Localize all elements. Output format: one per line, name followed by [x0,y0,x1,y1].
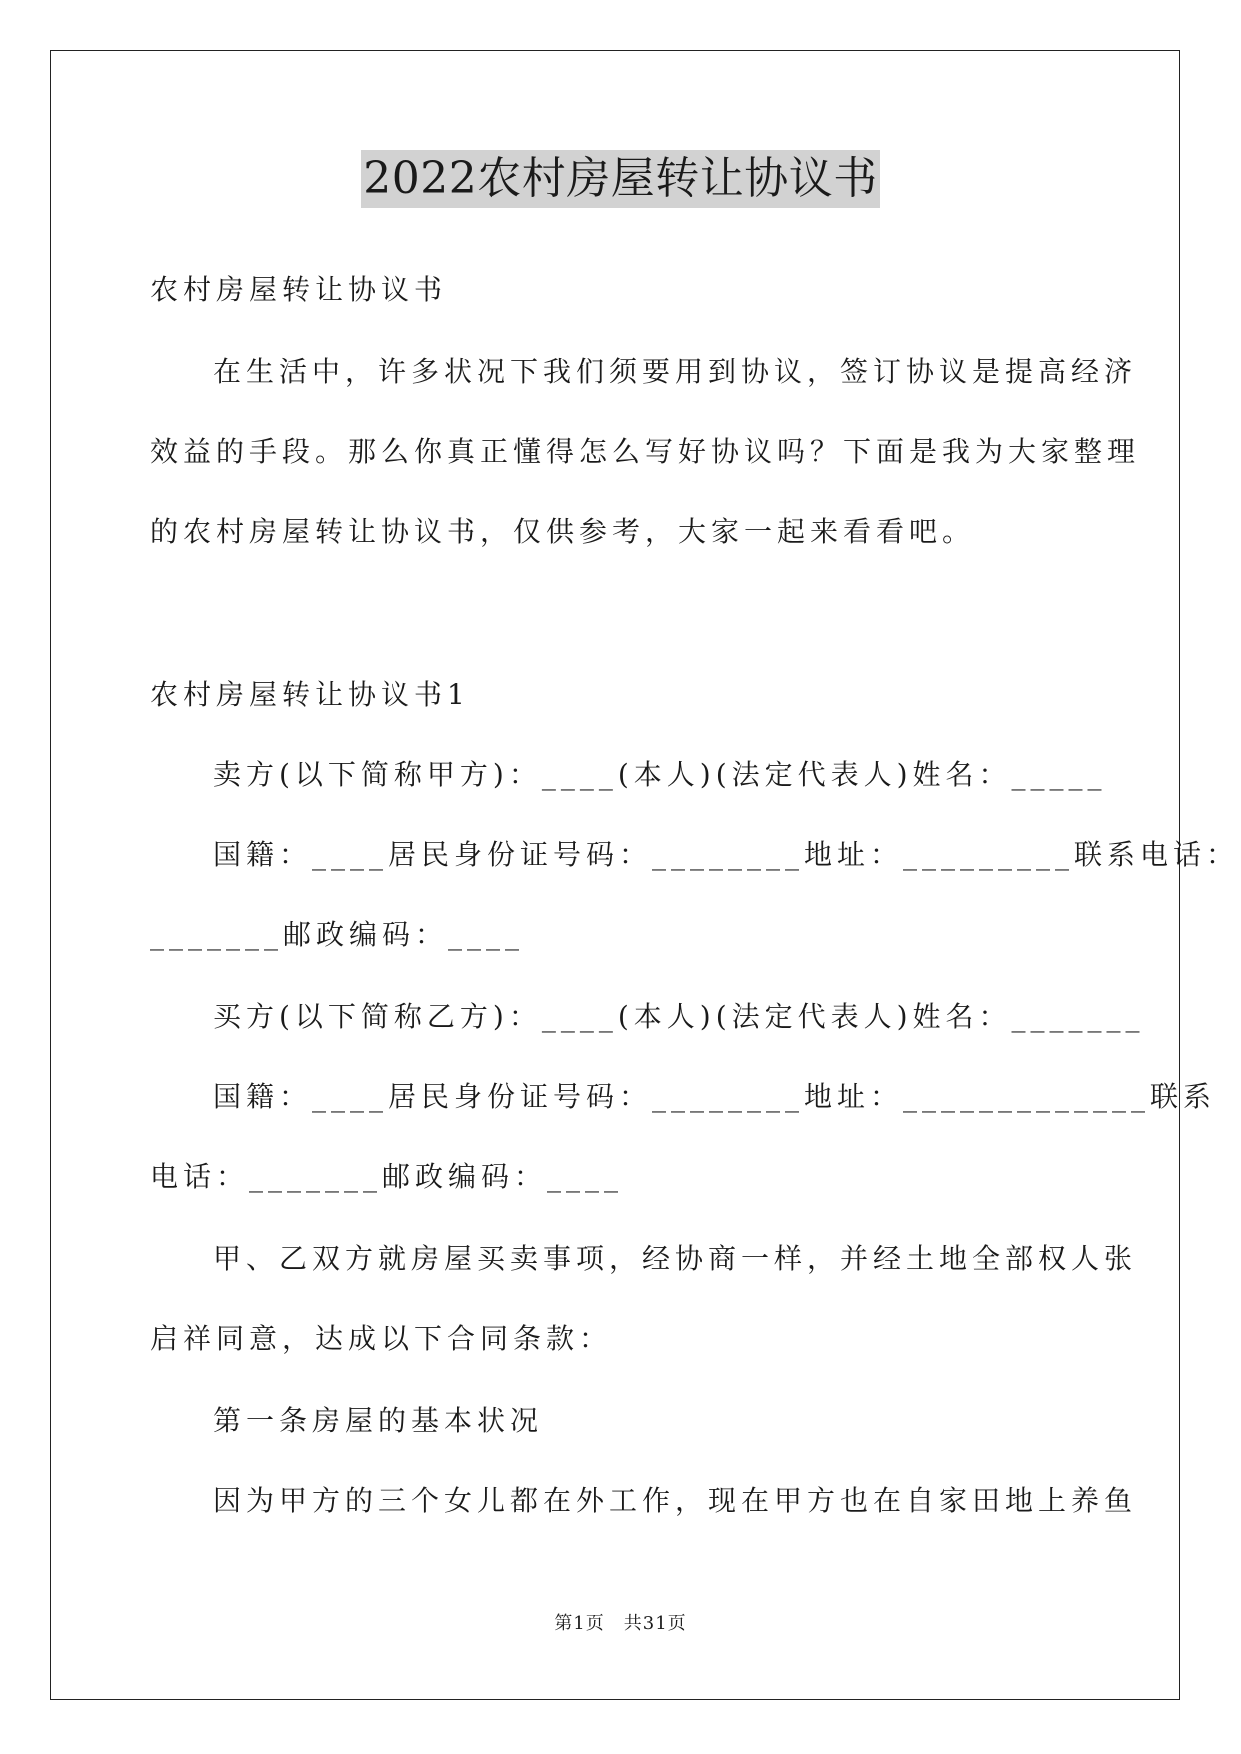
title-wrap [0,150,1241,208]
intro-line-1: 在生活中，许多状况下我们须要用到协议，签订协议是提高经济 [213,355,1138,388]
intro-line-3: 的农村房屋转让协议书，仅供参考，大家一起来看看吧。 [150,515,976,548]
seller-line-3: _______邮政编码：____ [150,918,525,951]
page-footer: 第1页 共31页 [554,1613,687,1634]
article-heading: 第一条房屋的基本状况 [213,1404,544,1437]
article-body-line-1: 因为甲方的三个女儿都在外工作，现在甲方也在自家田地上养鱼 [213,1484,1138,1517]
document-title: 2022农村房屋转让协议书 [361,150,879,208]
section-heading: 农村房屋转让协议书1 [150,678,470,711]
intro-line-2: 效益的手段。那么你真正懂得怎么写好协议吗？下面是我为大家整理 [150,435,1141,468]
subtitle-line: 农村房屋转让协议书 [150,273,448,306]
buyer-line-1: 买方(以下简称乙方)：____(本人)(法定代表人)姓名：_______ [213,1000,1145,1033]
agreement-line-2: 启祥同意，达成以下合同条款： [150,1322,613,1355]
buyer-line-3: 电话：_______邮政编码：____ [150,1160,624,1193]
seller-line-1: 卖方(以下简称甲方)：____(本人)(法定代表人)姓名：_____ [213,758,1107,791]
buyer-line-2: 国籍：____居民身份证号码：________地址：_____________联系 [213,1080,1217,1113]
seller-line-2: 国籍：____居民身份证号码：________地址：_________联系电话： [213,838,1240,871]
agreement-line-1: 甲、乙双方就房屋买卖事项，经协商一样，并经土地全部权人张 [213,1242,1138,1275]
